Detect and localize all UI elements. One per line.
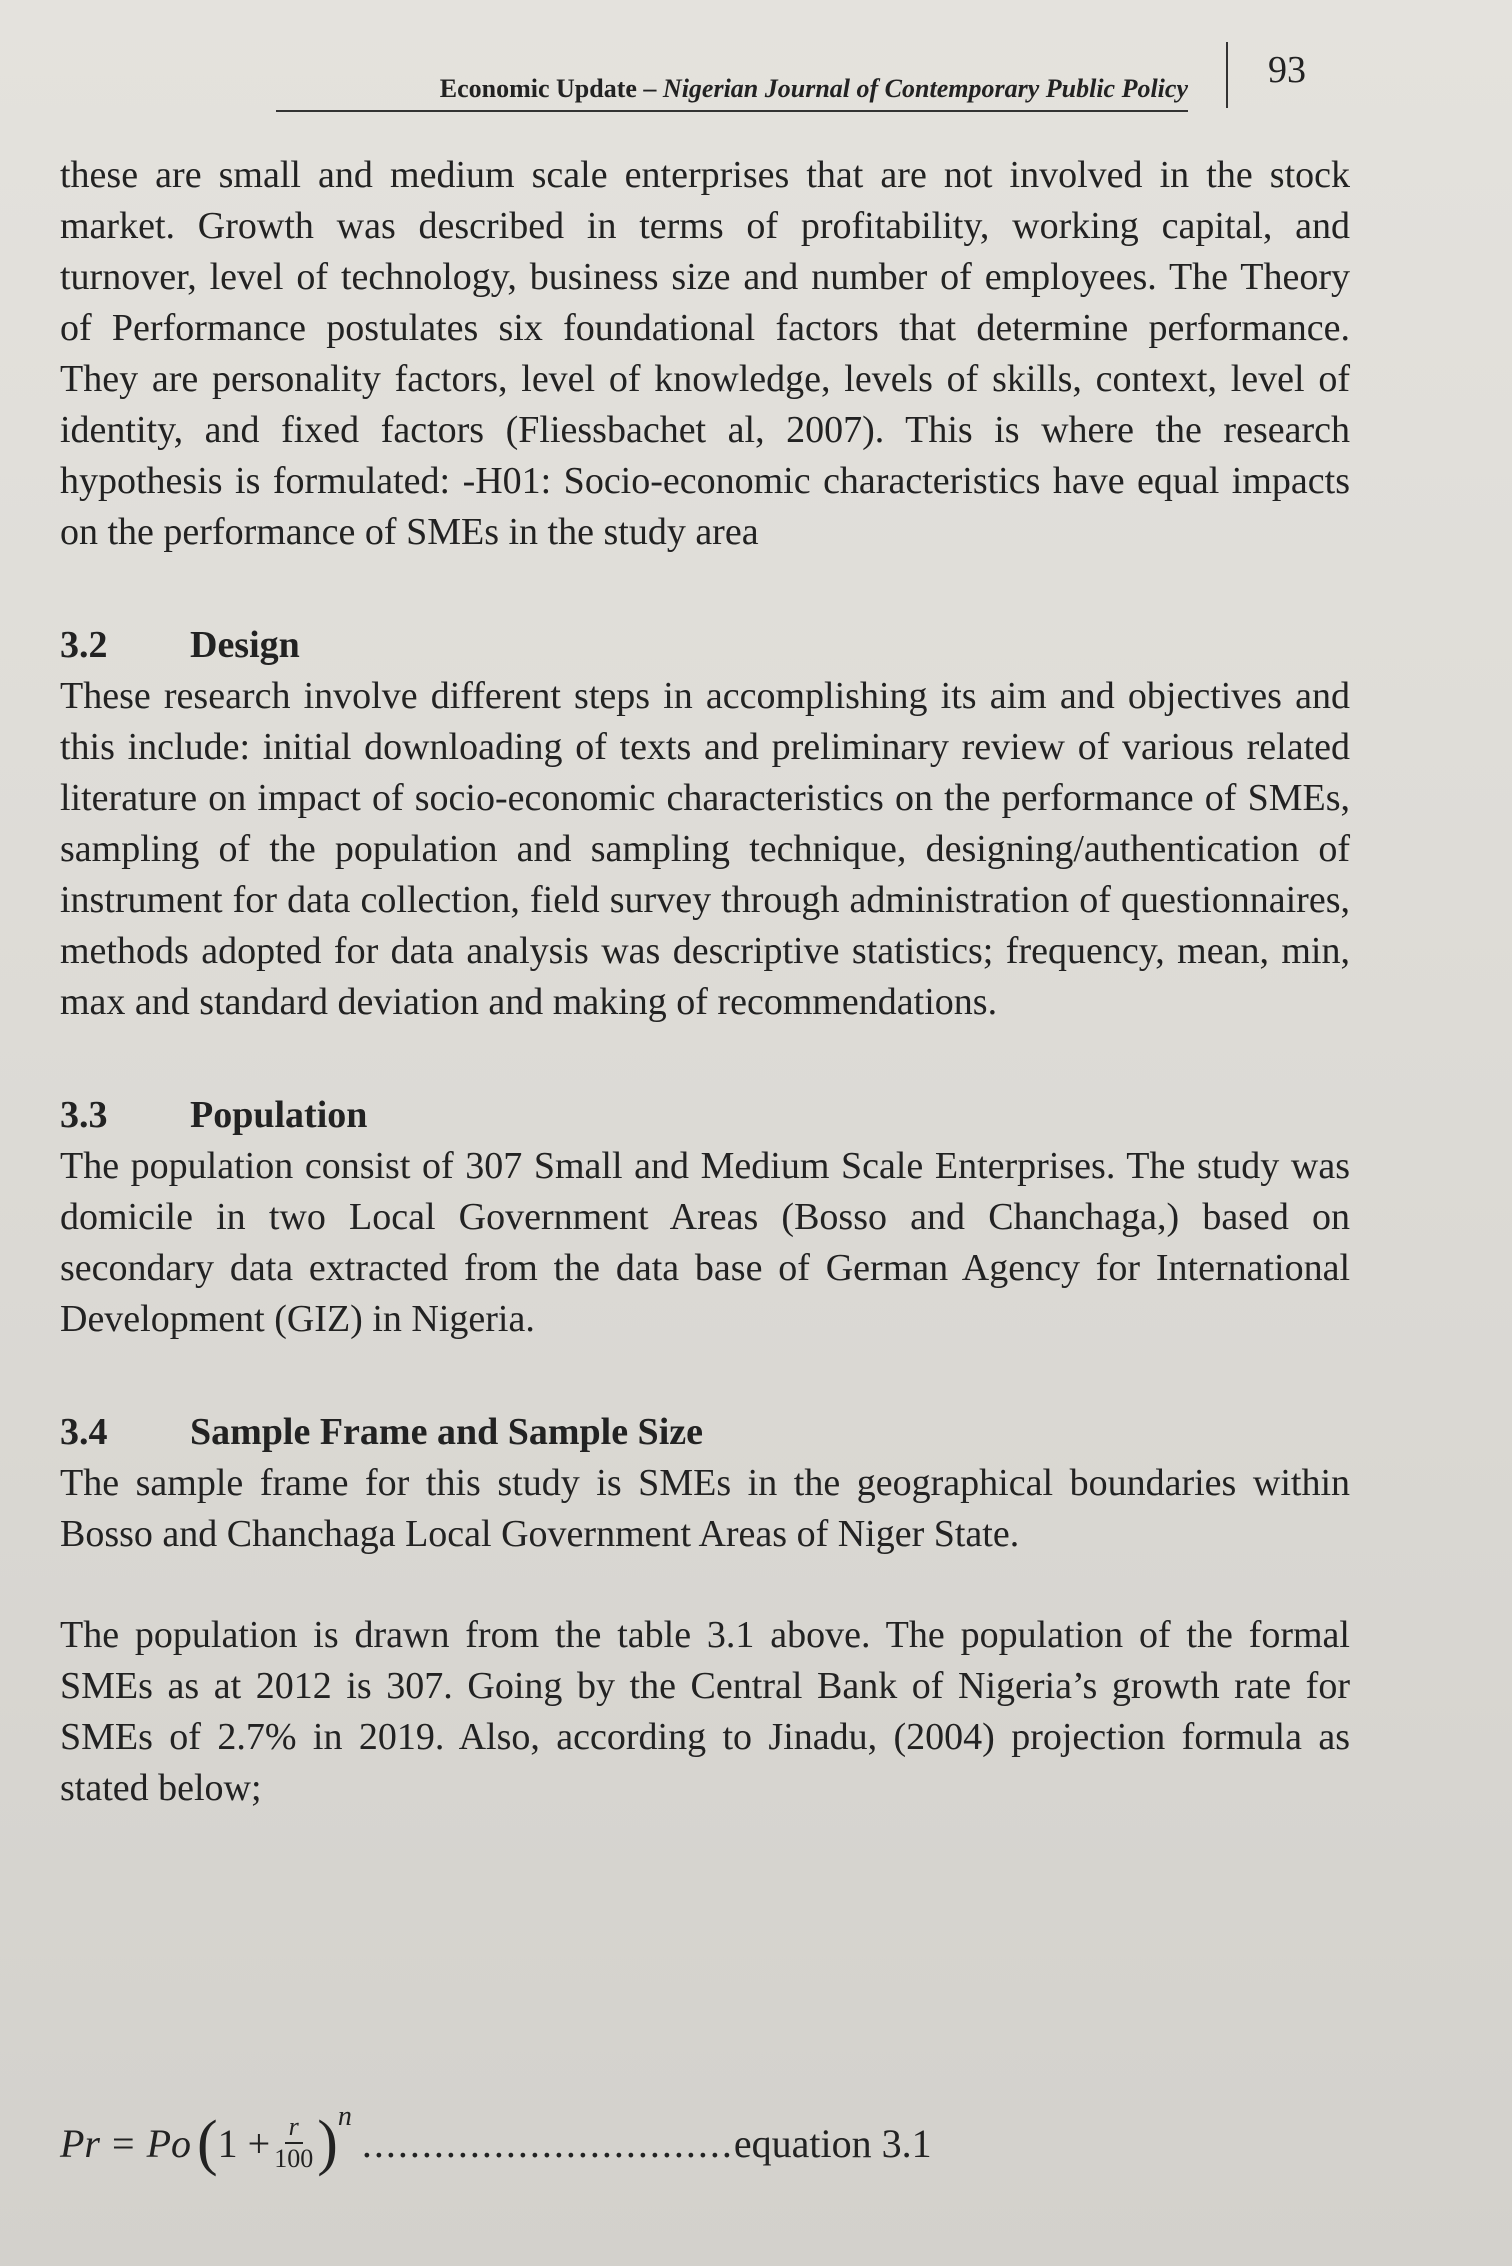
header-divider (1226, 42, 1228, 108)
equation-fraction (274, 2112, 313, 2174)
equation-base: Po (146, 2120, 191, 2166)
journal-title: Nigerian Journal of Contemporary Public Policy (662, 74, 1188, 103)
section-paragraph: These research involve different steps in accomplishing its aim and objectives and this include: initial downloading of texts and preliminary review of various related literature on impact of socio-economic characteristics on the performance of SMEs, sampling of the population and sampling technique, designing/authentication of instrument for data collection, field survey through administration of questionnaires, methods adopted for data analysis was descriptive statistics; frequency, mean, min, max and standard deviation and making of recommendations. (60, 675, 1350, 1023)
section-heading (60, 620, 1350, 671)
header-left-text: Economic Update – (439, 74, 663, 103)
section-heading (60, 1090, 1350, 1141)
section-paragraph: The sample frame for this study is SMEs in the geographical boundaries within Bosso and Chanchaga Local Government Areas of Niger State. (60, 1462, 1350, 1555)
equation-math: Pr = Po ( 1 + $\frac{r}{100}$ ) n (60, 2101, 352, 2177)
section-sample-frame (60, 1407, 1350, 1814)
section-number: 3.4 (60, 1411, 108, 1453)
section-title: Sample Frame and Sample Size (190, 1411, 703, 1453)
section-title: Population (190, 1094, 368, 1136)
intro-paragraph: these are small and medium scale enterprises that are not involved in the stock market. Growth was described in terms of profitability, working capital, and turnover, level of technology, business size and number of employees. The Theory of Performance postulates six foundational factors that determine performance. They are personality factors, level of knowledge, levels of skills, context, level of identity, and fixed factors (Fliessbachet al, 2007). This is where the research hypothesis is formulated: -H01: Socio-economic characteristics have equal impacts on the performance of SMEs in the study area (60, 154, 1350, 553)
section-paragraph: The population is drawn from the table 3.1 above. The population of the formal SMEs as at 2012 is 307. Going by the Central Bank of Nigeria’s growth rate for SMEs of 2.7% in 2019. Also, according to Jinadu, (2004) projection formula as stated below; (60, 1614, 1350, 1809)
section-population (60, 1090, 1350, 1345)
section-heading (60, 1407, 1350, 1458)
equation-exponent: n (337, 2101, 352, 2132)
section-number: 3.2 (60, 624, 108, 666)
running-header (276, 74, 1188, 112)
page-number: 93 (1268, 49, 1306, 91)
fraction-denominator: 100 (274, 2144, 314, 2173)
equation-leader-dots: ............................... (361, 2120, 734, 2166)
equation-label: equation 3.1 (733, 2120, 932, 2166)
fraction-numerator: r (285, 2112, 303, 2144)
section-design (60, 620, 1350, 1028)
projection-equation (60, 2101, 932, 2177)
equation-lhs: Pr (60, 2120, 100, 2166)
equation-one-plus: 1 + (217, 2120, 271, 2166)
section-number: 3.3 (60, 1094, 108, 1136)
body-text (60, 150, 1350, 1814)
section-title: Design (190, 624, 300, 666)
section-paragraph: The population consist of 307 Small and Medium Scale Enterprises. The study was domicile in two Local Government Areas (Bosso and Chanchaga,) based on secondary data extracted from the data base of German Agency for International Development (GIZ) in Nigeria. (60, 1145, 1350, 1340)
